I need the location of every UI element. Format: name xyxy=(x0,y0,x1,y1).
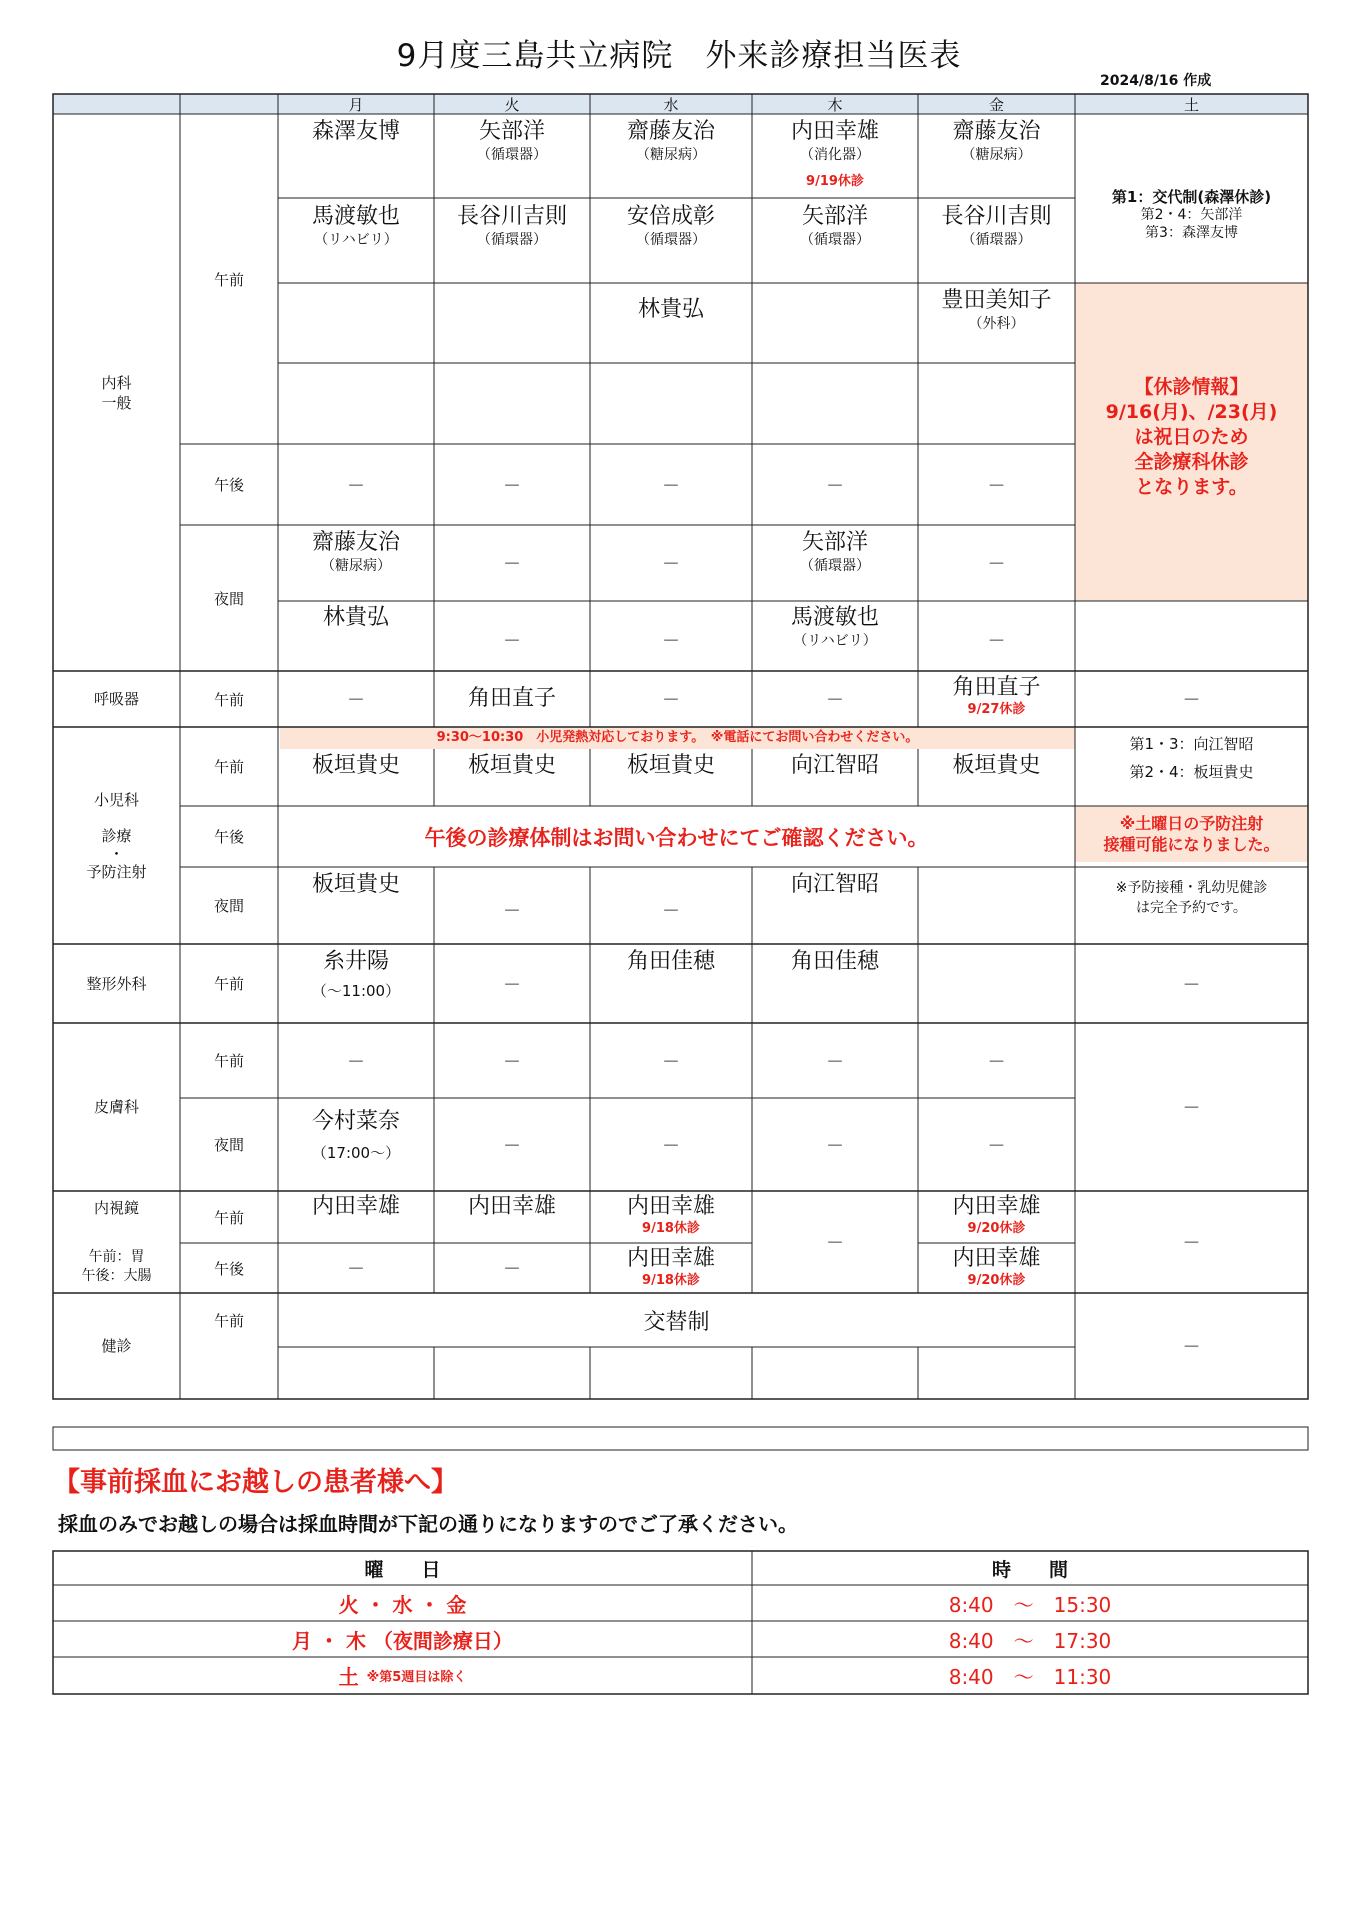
naika-pm-tue: － xyxy=(503,475,521,497)
naika-am2-mon xyxy=(278,203,434,249)
dept-kenshin: 健診 xyxy=(101,1337,132,1355)
sat-rotation-line2: 第2・4：矢部洋 xyxy=(1140,207,1243,223)
blood-col-day: 曜 日 xyxy=(364,1558,441,1581)
doctor-name: 矢部洋 xyxy=(478,119,545,144)
doctor-specialty: （循環器） xyxy=(800,558,870,574)
time-seikei-am: 午前 xyxy=(213,975,244,993)
header-day-thu: 木 xyxy=(827,95,843,114)
doctor-name: 長谷川吉則 xyxy=(941,204,1052,229)
shonika-night-wed: － xyxy=(662,901,680,922)
page-title: 9月度三島共立病院 外来診療担当医表 xyxy=(396,38,962,74)
shonika-am-mon xyxy=(278,752,434,780)
naishikyo-am-fri xyxy=(918,1193,1075,1237)
doctor-specialty: （リハビリ） xyxy=(793,633,877,649)
doctor-specialty: （消化器） xyxy=(800,147,870,163)
kokyuki-wed: － xyxy=(662,690,680,711)
shonika-am-sat xyxy=(1075,730,1308,786)
header-day-fri: 金 xyxy=(988,95,1004,114)
hifu-night-thu: － xyxy=(826,1135,844,1157)
doctor-specialty: （糖尿病） xyxy=(636,147,706,163)
doctor-name: 内田幸雄 xyxy=(626,1246,715,1271)
doctor-name: 今村菜奈 xyxy=(311,1109,400,1134)
naika-night2-wed: － xyxy=(662,631,680,652)
blood-day-label: 土 xyxy=(338,1665,359,1689)
hifu-am-tue: － xyxy=(503,1051,521,1073)
closure-note: 9/20休診 xyxy=(967,1221,1026,1236)
naika-pm-fri: － xyxy=(987,475,1006,497)
time-kokyuki-am: 午前 xyxy=(213,690,244,709)
naika-night1-thu xyxy=(752,529,918,575)
blood-row-day: 月 ・ 木 （夜間診療日） xyxy=(292,1628,513,1653)
doctor-name: 齋藤友治 xyxy=(311,530,400,555)
seikei-tue: － xyxy=(503,974,521,996)
time-shonika-pm: 午後 xyxy=(213,828,244,846)
doctor-specialty: （循環器） xyxy=(961,232,1032,248)
closure-note: 9/20休診 xyxy=(967,1273,1026,1288)
hifu-am-mon: － xyxy=(347,1051,365,1073)
kenshin-am: 交替制 xyxy=(643,1309,710,1335)
closure-note: 9/27休診 xyxy=(967,702,1026,717)
doctor-name: 内田幸雄 xyxy=(311,1194,400,1219)
hifu-night-tue: － xyxy=(503,1135,521,1157)
doctor-name: 向江智昭 xyxy=(790,753,879,778)
header-day-sat: 土 xyxy=(1183,95,1199,114)
doctor-name: 内田幸雄 xyxy=(952,1194,1041,1219)
doctor-name: 板垣貴史 xyxy=(311,753,400,778)
naika-sat-rotation xyxy=(1075,188,1308,242)
doctor-specialty: （糖尿病） xyxy=(321,558,391,574)
blood-row-day: 火 ・ 水 ・ 金 xyxy=(338,1592,467,1617)
doctor-name: 安倍成彰 xyxy=(626,204,715,229)
doctor-name: 角田直子 xyxy=(952,675,1041,700)
doctor-name: 矢部洋 xyxy=(801,530,868,555)
time-naika-pm: 午後 xyxy=(213,476,244,494)
shonika-am-thu xyxy=(752,752,918,780)
hifu-night-fri: － xyxy=(987,1135,1006,1157)
naika-night1-tue: － xyxy=(503,554,521,575)
kokyuki-fri xyxy=(918,674,1075,718)
doctor-name: 長谷川吉則 xyxy=(456,204,567,229)
naishikyo-am-mon xyxy=(278,1193,434,1221)
blood-row-day-sat xyxy=(53,1657,752,1694)
kokyuki-sat: － xyxy=(1182,690,1201,711)
doctor-name: 馬渡敏也 xyxy=(311,204,400,229)
blood-row-time: 8:40 ～ 15:30 xyxy=(948,1592,1112,1617)
dept-naishikyo-note: 午前：胃 午後：大腸 xyxy=(81,1249,152,1284)
doctor-name: 内田幸雄 xyxy=(790,119,879,144)
sat-reservation-note: ※予防接種・乳幼児健診 は完全予約です。 xyxy=(1115,880,1268,916)
doctor-hours: （17:00～） xyxy=(311,1144,401,1162)
doctor-name: 板垣貴史 xyxy=(311,872,400,897)
naika-am2-fri xyxy=(918,203,1075,249)
doctor-specialty: （循環器） xyxy=(800,232,870,248)
kokyuki-thu: － xyxy=(826,690,844,711)
kokyuki-tue xyxy=(434,671,590,727)
shonika-pm-message: 午後の診療体制はお問い合わせにてご確認ください。 xyxy=(424,825,929,850)
header-day-wed: 水 xyxy=(663,95,679,114)
shonika-night-mon xyxy=(278,871,434,899)
dept-naishikyo: 内視鏡 xyxy=(93,1199,139,1217)
sat-rotation-line2: 第2・4：板垣貴史 xyxy=(1129,763,1254,781)
doctor-name: 矢部洋 xyxy=(801,204,868,229)
naishikyo-am-tue xyxy=(434,1193,590,1221)
naika-night2-thu xyxy=(752,604,918,650)
hifu-sat: － xyxy=(1182,1098,1201,1119)
doctor-specialty: （リハビリ） xyxy=(314,232,398,248)
doctor-specialty: （循環器） xyxy=(477,232,547,248)
doctor-specialty: （循環器） xyxy=(477,147,547,163)
doctor-name: 内田幸雄 xyxy=(952,1246,1041,1271)
naika-night2-tue: － xyxy=(503,631,521,652)
shonika-night-tue: － xyxy=(503,901,521,922)
doctor-name: 内田幸雄 xyxy=(467,1194,556,1219)
blood-col-time: 時 間 xyxy=(991,1558,1068,1581)
time-naika-night: 夜間 xyxy=(213,589,244,608)
doctor-name: 角田佳穂 xyxy=(790,949,879,974)
naika-am1-wed xyxy=(590,118,752,164)
time-shonika-night: 夜間 xyxy=(213,897,244,915)
hifu-night-wed: － xyxy=(662,1135,680,1157)
naika-am3-wed xyxy=(590,296,752,324)
hifu-am-fri: － xyxy=(987,1051,1006,1073)
dept-kokyuki: 呼吸器 xyxy=(93,690,139,708)
doctor-hours: （～11:00） xyxy=(311,982,401,1000)
time-naishikyo-am: 午前 xyxy=(213,1208,244,1227)
seikei-thu xyxy=(752,948,918,976)
blood-row-time: 8:40 ～ 17:30 xyxy=(948,1628,1112,1653)
doctor-name: 林貴弘 xyxy=(637,297,704,322)
blood-row-time: 8:40 ～ 11:30 xyxy=(948,1665,1112,1689)
kokyuki-mon: － xyxy=(347,690,365,711)
doctor-name: 糸井陽 xyxy=(322,949,389,974)
hifu-am-wed: － xyxy=(662,1051,680,1073)
dept-naika: 内科 一般 xyxy=(101,373,132,412)
naishikyo-am-wed xyxy=(590,1193,752,1237)
sat-rotation-line3: 第3：森澤友博 xyxy=(1145,225,1238,241)
doctor-specialty: （外科） xyxy=(968,316,1025,332)
naika-night1-mon xyxy=(278,529,434,575)
naika-am1-mon xyxy=(278,118,434,146)
seikei-mon xyxy=(278,948,434,1000)
seikei-sat: － xyxy=(1182,974,1201,996)
blood-day-note: ※第5週目は除く xyxy=(366,1670,467,1685)
shonika-am-tue xyxy=(434,752,590,780)
time-naishikyo-pm: 午後 xyxy=(213,1259,244,1278)
dept-hifu: 皮膚科 xyxy=(93,1098,139,1116)
naishikyo-sat: － xyxy=(1182,1233,1201,1254)
time-shonika-am: 午前 xyxy=(213,758,244,776)
doctor-name: 豊田美知子 xyxy=(941,288,1052,313)
dept-seikei: 整形外科 xyxy=(86,974,147,993)
doctor-specialty: （糖尿病） xyxy=(961,147,1032,163)
time-naika-am: 午前 xyxy=(213,270,244,289)
naika-am2-tue xyxy=(434,203,590,249)
naika-am2-wed xyxy=(590,203,752,249)
closure-note: 9/18休診 xyxy=(642,1221,700,1236)
header-day-mon: 月 xyxy=(348,95,364,114)
naishikyo-pm-wed xyxy=(590,1245,752,1289)
closure-note: 9/19休診 xyxy=(806,174,864,189)
sat-vaccine-notice: ※土曜日の予防注射 接種可能になりました。 xyxy=(1103,814,1280,854)
doctor-name: 板垣貴史 xyxy=(626,753,715,778)
naika-pm-wed: － xyxy=(662,475,680,497)
naika-am1-fri xyxy=(918,118,1075,164)
hifu-night-mon xyxy=(278,1108,434,1162)
blood-heading: 【事前採血にお越しの患者様へ】 xyxy=(53,1467,458,1498)
doctor-specialty: （循環器） xyxy=(636,232,706,248)
fever-banner: 9:30～10:30 小児発熱対応しております。 ※電話にてお問い合わせください。 xyxy=(436,730,919,745)
closure-note: 9/18休診 xyxy=(642,1273,700,1288)
naika-night2-mon xyxy=(278,604,434,632)
shonika-night-thu xyxy=(752,871,918,899)
doctor-name: 板垣貴史 xyxy=(952,753,1041,778)
doctor-name: 向江智昭 xyxy=(790,872,879,897)
shonika-am-wed xyxy=(590,752,752,780)
seikei-wed xyxy=(590,948,752,976)
time-kenshin-am: 午前 xyxy=(213,1311,244,1330)
naishikyo-pm-fri xyxy=(918,1245,1075,1289)
naika-pm-mon: － xyxy=(347,475,365,497)
naika-night1-fri: － xyxy=(987,554,1006,575)
doctor-name: 林貴弘 xyxy=(322,605,389,630)
doctor-name: 齋藤友治 xyxy=(626,119,715,144)
doctor-name: 内田幸雄 xyxy=(626,1194,715,1219)
naishikyo-pm-tue: － xyxy=(503,1259,521,1280)
doctor-name: 馬渡敏也 xyxy=(790,605,879,630)
sat-rotation-line1: 第1：交代制(森澤休診) xyxy=(1111,188,1272,206)
doctor-name: 角田佳穂 xyxy=(626,949,715,974)
time-hifu-night: 夜間 xyxy=(213,1136,244,1154)
header-day-tue: 火 xyxy=(504,95,520,114)
naika-am2-thu xyxy=(752,203,918,249)
naika-pm-thu: － xyxy=(826,475,844,497)
doctor-name: 角田直子 xyxy=(467,686,556,711)
naika-night2-fri: － xyxy=(987,631,1006,652)
naishikyo-pm-mon: － xyxy=(347,1259,365,1280)
shonika-am-fri xyxy=(918,752,1075,780)
blood-intro: 採血のみでお越しの場合は採血時間が下記の通りになりますのでご了承ください。 xyxy=(58,1512,798,1536)
time-hifu-am: 午前 xyxy=(213,1052,244,1070)
doctor-name: 森澤友博 xyxy=(311,119,400,144)
closure-notice: 【休診情報】 9/16(月)、/23(月) は祝日のため 全診療科休診 となります。 xyxy=(1105,376,1278,498)
naika-am3-fri xyxy=(918,287,1075,333)
naika-night1-wed: － xyxy=(662,554,680,575)
doctor-name: 齋藤友治 xyxy=(952,119,1041,144)
naika-am1-thu xyxy=(752,118,918,190)
doctor-name: 板垣貴史 xyxy=(467,753,556,778)
sat-rotation-line1: 第1・3：向江智昭 xyxy=(1129,735,1254,753)
naika-am1-tue xyxy=(434,118,590,164)
dept-shonika: 小児科 診療 ・ 予防注射 xyxy=(86,790,147,881)
naishikyo-thu: － xyxy=(826,1233,844,1254)
kenshin-sat: － xyxy=(1182,1337,1201,1358)
created-date: 2024/8/16 作成 xyxy=(1100,73,1212,89)
hifu-am-thu: － xyxy=(826,1051,844,1073)
